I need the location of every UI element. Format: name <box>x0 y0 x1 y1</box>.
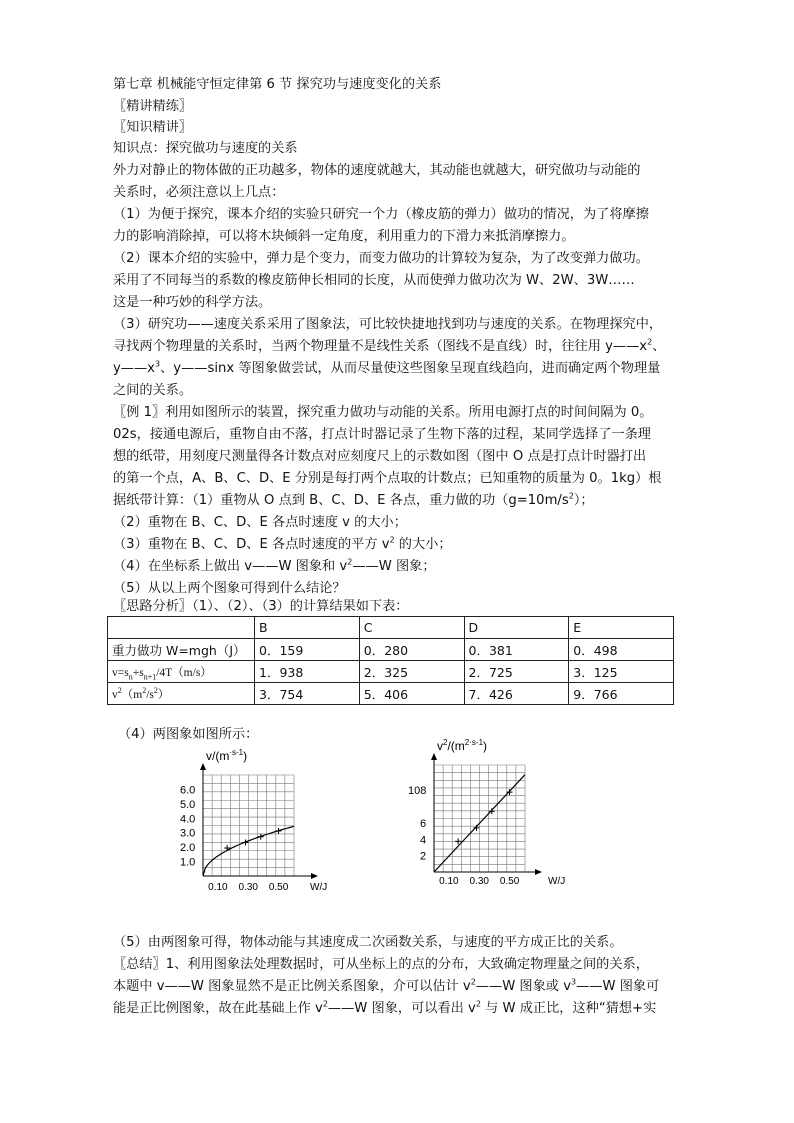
table-row <box>108 639 674 661</box>
table-row <box>108 683 674 705</box>
question-line: （2）重物在 B、C、D、E 各点时速度 v 的大小； <box>113 515 407 530</box>
table-cell: 3．125 <box>569 661 674 683</box>
table-cell: 7．426 <box>464 683 569 705</box>
paragraph-line: 关系时，必须注意以上几点： <box>113 185 285 200</box>
y-axis-arrow <box>200 763 206 770</box>
data-point <box>242 839 248 845</box>
table-cell: 9．766 <box>569 683 674 705</box>
section-heading: 〖精讲精练〗 <box>113 99 193 114</box>
table-header-cell: C <box>359 617 464 639</box>
table-row-label: $v=s_n+s_{n+1}/4T(m/s)$ <box>108 661 255 683</box>
example-line: 的第一个点，A、B、C、D、E 分别是每打两个点取的计数点；已知重物的质量为 0。1kg）根 <box>113 471 662 486</box>
question-line: （5）从以上两个图象可得到什么结论？ <box>113 581 346 596</box>
data-point <box>455 838 461 844</box>
chart1-ylabel: $v/(m^{\cdot s-1})$ <box>206 748 248 763</box>
chart2-ylabel: $v^2/(m^2\cdot s-1)$ <box>437 738 488 753</box>
example-line: 02s，接通电源后，重物自由不落，打点计时器记录了生物下落的过程，某同学选择了一条理 <box>113 427 651 442</box>
table-row <box>108 661 674 683</box>
table-cell: 2．725 <box>464 661 569 683</box>
table-cell: 0．159 <box>255 639 360 661</box>
example-line: 据纸带计算：（1）重物从 O 点到 B、C、D、E 各点，重力做的功$(g=10m/s^2)$； <box>113 491 594 508</box>
x-tick-label: 0.50 <box>268 882 289 893</box>
x-tick-label: 0.30 <box>238 882 258 893</box>
x-tick-label: 0.30 <box>469 876 489 887</box>
table-header-cell <box>108 617 255 639</box>
table-header-cell: B <box>255 617 360 639</box>
table-cell: 0．280 <box>359 639 464 661</box>
data-point <box>507 789 513 795</box>
paragraph-line: 寻找两个物理量的关系时，当两个物理量不是线性关系（图线不是直线）时，往往用 $y——x^2$、 <box>113 337 666 354</box>
table-row-label: 重力做功 W=mgh（J） <box>108 639 255 661</box>
data-point <box>473 825 479 831</box>
table-cell: 3．754 <box>255 683 360 705</box>
paragraph-line: 这是一种巧妙的科学方法。 <box>113 295 272 310</box>
example-line: 〖例 1〗利用如图所示的装置，探究重力做功与动能的关系。所用电源打点的时间间隔为 0。 <box>113 405 653 420</box>
example-line: 想的纸带，用刻度尺测量得各计数点对应刻度尺上的示数如图（图中 O 点是打点计时器打出 <box>113 449 647 464</box>
data-point <box>224 845 230 851</box>
fit-curve <box>203 826 294 876</box>
x-tick-label: 0.10 <box>439 876 459 887</box>
question-line: （4）在坐标系上做出 v——W 图象和 $v^2——W$ 图象； <box>113 557 436 574</box>
summary-line: 〖总结〗1、利用图象法处理数据时，可从坐标上的点的分布，大致确定物理量之间的关系， <box>113 957 649 972</box>
chart2-xlabel: W/J <box>548 876 566 887</box>
table-cell: 0．381 <box>464 639 569 661</box>
data-point <box>276 828 282 834</box>
y-tick-label: 4 <box>420 834 427 847</box>
table-header-cell: D <box>464 617 569 639</box>
y-tick-label: 2.0 <box>180 842 196 855</box>
table-cell: 1．938 <box>255 661 360 683</box>
question-line: （3）重物在 B、C、D、E 各点时速度的平方 $v^2$ 的大小； <box>113 535 452 552</box>
y-tick-label: 6.0 <box>180 784 196 797</box>
y-tick-label: 4.0 <box>180 813 196 826</box>
table-cell: 5．406 <box>359 683 464 705</box>
x-axis-arrow <box>535 869 542 875</box>
graphs-caption: （4）两图象如图所示： <box>118 727 259 742</box>
y-tick-label: 108 <box>408 785 427 798</box>
section-heading: 〖知识精讲〗 <box>113 120 193 135</box>
x-axis-arrow <box>311 873 318 879</box>
paragraph-line: 力的影响消除掉，可以将木块倾斜一定角度，利用重力的下滑力来抵消摩擦力。 <box>113 229 575 244</box>
paragraph-line: （1）为便于探究，课本介绍的实验只研究一个力（橡皮筋的弹力）做功的情况，为了将摩擦 <box>113 207 649 222</box>
data-point <box>489 808 495 814</box>
table-header-cell: E <box>569 617 674 639</box>
paragraph-line: 外力对静止的物体做的正功越多，物体的速度就越大，其动能也就越大，研究做功与动能的 <box>113 163 641 178</box>
results-table <box>107 616 674 705</box>
table-header-row <box>108 617 674 639</box>
chart1-xlabel: W/J <box>310 882 328 893</box>
knowledge-point: 知识点：探究做功与速度的关系 <box>113 141 298 156</box>
y-tick-label: 2 <box>420 850 427 863</box>
paragraph-line: 之间的关系。 <box>113 383 193 398</box>
table-cell: 2．325 <box>359 661 464 683</box>
summary-line: 本题中 v——W 图象显然不是正比例关系图象，介可以估计 $v^2——W$ 图象或 $v^3——W$ 图象可 <box>113 977 660 994</box>
fit-line <box>434 775 525 872</box>
y-tick-label: 1.0 <box>180 856 196 869</box>
paragraph-line: 采用了不同每当的系数的橡皮筋伸长相同的长度，从而使弹力做功次为 W、2W、3W…… <box>113 273 635 288</box>
paragraph-line: （2）课本介绍的实验中，弹力是个变力，而变力做功的计算较为复杂，为了改变弹力做功。 <box>113 251 649 266</box>
paragraph-line: $y——x^3$、y——sinx 等图象做尝试，从而尽量使这些图象呈现直线趋向，进而确定两个物理量 <box>113 359 661 376</box>
table-row-label: $v^2(m^2/s^2)$ <box>108 683 255 705</box>
paragraph-line: （3）研究功——速度关系采用了图象法，可比较快捷地找到功与速度的关系。在物理探究中， <box>113 317 663 332</box>
data-point <box>258 834 264 840</box>
table-cell: 0．498 <box>569 639 674 661</box>
x-tick-label: 0.50 <box>499 876 520 887</box>
chapter-title: 第七章 机械能守恒定律第 6 节 探究功与速度变化的关系 <box>113 77 442 92</box>
analysis-line: 〖思路分析〗（1）、（2）、（3）的计算结果如下表： <box>113 599 409 614</box>
y-axis-arrow <box>431 753 437 760</box>
y-tick-label: 6 <box>420 817 427 830</box>
y-tick-label: 3.0 <box>180 827 196 840</box>
summary-line: 能是正比例图象，故在此基础上作 $v^2——W$ 图象，可以看出 $v^2$ 与 W 成正比，这种“猜想+实 <box>113 999 657 1016</box>
x-tick-label: 0.10 <box>208 882 228 893</box>
conclusion-line: （5）由两图象可得，物体动能与其速度成二次函数关系，与速度的平方成正比的关系。 <box>113 935 623 950</box>
y-tick-label: 5.0 <box>180 798 196 811</box>
